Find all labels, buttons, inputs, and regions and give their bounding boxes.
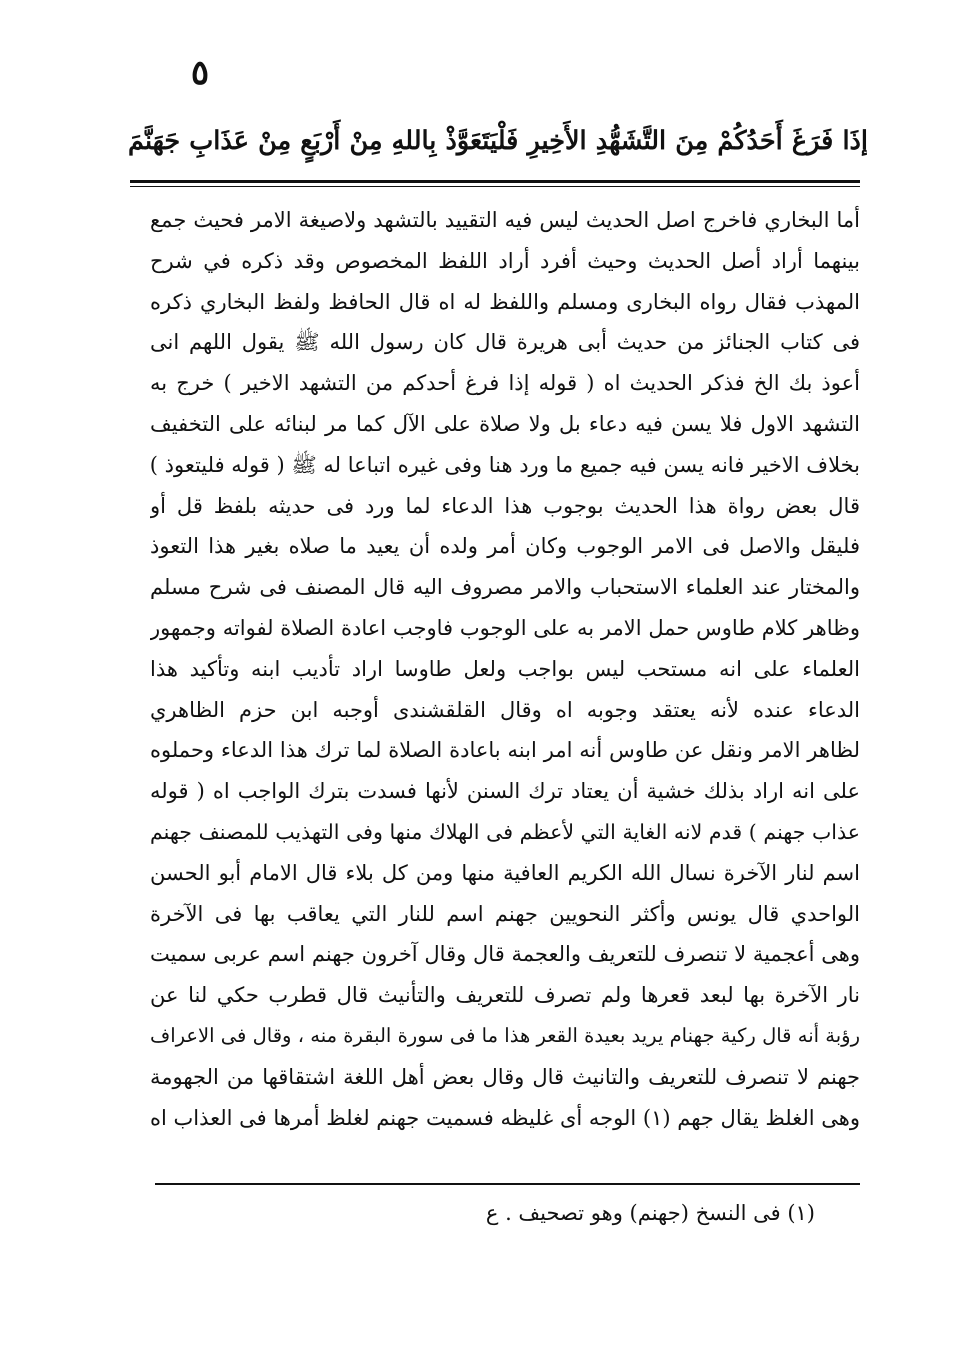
hadith-header: إذَا فَرَغَ أَحَدُكُمْ مِنَ التَّشَهُّدِ الأَخِيرِ فَلْيَتَعَوَّذْ بِاللهِ مِنْ أَرْبَعٍ مِنْ عَذَابِ جَهَنَّمَ [128, 126, 868, 156]
text-line: العلماء على انه مستحب ليس بواجب ولعل طاوسا اراد تأديب ابنه وتأكيد هذا [150, 656, 860, 681]
text-line: المهذب فقال رواه البخارى ومسلم واللفظ له اه قال الحافظ ولفظ البخاري ذكره [150, 289, 860, 314]
page-number: ٥ [190, 53, 210, 93]
text-line: نار الآخرة بها لبعد قعرها ولم تصرف للتعريف والتأنيث قال قطرب حكي لنا عن [150, 983, 860, 1008]
commentary-text [150, 200, 860, 1138]
text-line: رؤبة أنه قال ركية جهنام يريد بعيدة القعر هذا ما فى سورة البقرة منه ، وقال فى الاعراف [150, 1023, 860, 1047]
text-line: أما البخاري فاخرج اصل الحديث ليس فيه التقييد بالتشهد ولاصيغة الامر فحيث جمع [150, 208, 860, 232]
text-line: أعوذ بك الخ فذكر الحديث اه ( قوله إذا فرغ أحدكم من التشهد الاخير ) خرج به [150, 371, 860, 396]
text-line: وهى أعجمية لا تنصرف للتعريف والعجمة قال وقال آخرون جهنم اسم عربى سميت [150, 942, 860, 967]
text-line: بخلاف الاخير فانه يسن فيه جميع ما ورد هنا وفى غيره اتباعا له ﷺ ( قوله فليتعوذ ) [150, 452, 860, 477]
footnote-divider [155, 1183, 860, 1185]
footnote: (١) فى النسخ (جهنم) وهو تصحيف . ع [485, 1201, 815, 1225]
header-divider [130, 180, 860, 183]
text-line: عذاب جهنم ) قدم لانه الغاية التي لأعظم فى الهلاك منها وفى التهذيب للمصنف جهنم [150, 819, 860, 844]
text-line: التشهد الاول فلا يسن فيه دعاء بل ولا صلاة على الآل كما مر لبنائه على التخفيف [150, 411, 860, 436]
text-line: على انه اراد بذلك خشية أن يعتاد ترك السنن لأنها فسدت بترك الواجب اه ( قوله [150, 779, 860, 804]
text-line: وظاهر كلام طاوس حمل الامر به على الوجوب فاوجب اعادة الصلاة لفواته وجمهور [150, 615, 860, 640]
text-line: الواحدي قال يونس وأكثر النحويين جهنم اسم للنار التي يعاقب بها فى الآخرة [150, 901, 860, 926]
text-line: قال بعض رواة هذا الحديث بوجوب هذا الدعاء لما ورد فى حديثه بلفظ قل أو [150, 493, 860, 518]
text-line: فليقل والاصل فى الامر الوجوب وكان أمر ولده أن يعيد ما صلاه بغير هذا التعوذ [150, 534, 860, 559]
text-line: الدعاء عنده لأنه يعتقد وجوبه اه وقال القلقشندى أوجبه ابن حزم الظاهري [150, 697, 860, 722]
header-divider-thin [130, 186, 860, 187]
text-line: جهنم لا تنصرف للتعريف والتانيث قال وقال بعض أهل اللغة اشتقاقها من الجهومة [150, 1064, 860, 1089]
text-line: بينهما أراد أصل الحديث وحيث أفرد أراد اللفظ المخصوص وقد ذكره في شرح [150, 248, 860, 273]
text-line: لظاهر الامر ونقل عن طاوس أنه امر ابنه باعادة الصلاة لما ترك هذا الدعاء وحملوه [150, 738, 860, 763]
text-line: اسم لنار الآخرة نسال الله الكريم العافية منها ومن كل بلاء قال الامام أبو الحسن [150, 860, 860, 885]
text-line: والمختار عند العلماء الاستحباب والامر مصروف اليه قال المصنف فى شرح مسلم [150, 575, 860, 600]
text-line: فى كتاب الجنائز من حديث أبى هريرة قال كان رسول الله ﷺ يقول اللهم انى [150, 330, 860, 355]
text-line: وهى الغلظ يقال جهم (١) الوجه أى غليظه فسميت جهنم لغلظ أمرها فى العذاب اه [150, 1105, 860, 1130]
